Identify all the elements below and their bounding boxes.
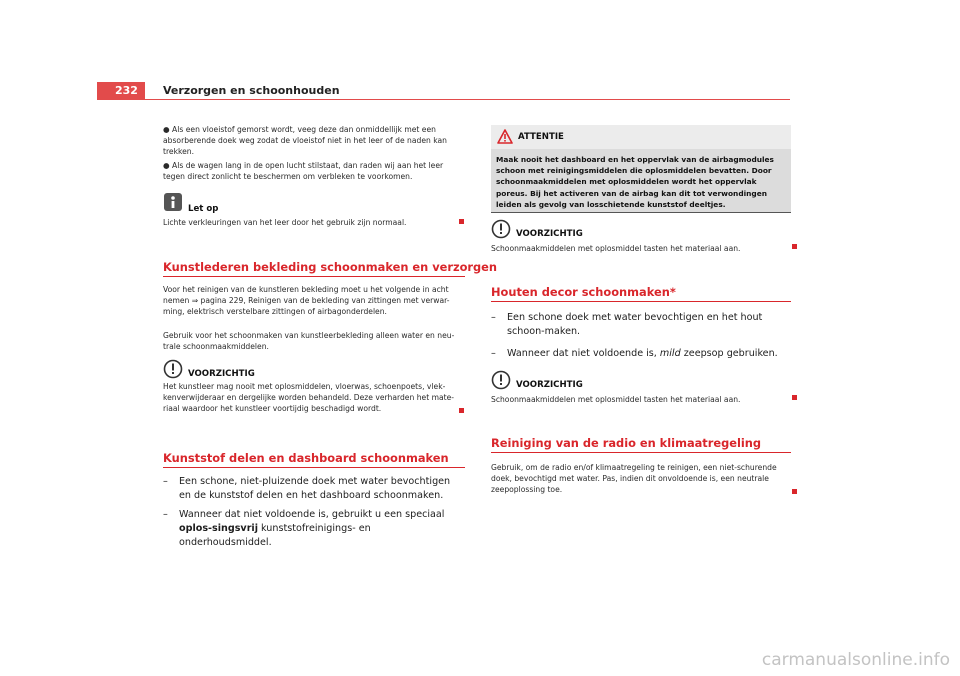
caution-icon — [163, 359, 183, 379]
section-heading: Kunstlederen bekleding schoonmaken en verzorgen — [163, 260, 498, 274]
dash-icon: – — [491, 312, 496, 323]
section-end-marker — [792, 395, 797, 400]
section-end-marker — [459, 219, 464, 224]
note-label: Let op — [188, 204, 219, 214]
dash-icon: – — [163, 509, 168, 520]
section-heading-rule — [491, 301, 791, 302]
list-item: – Een schone, niet-pluizende doek met water bevochtigen en de kunststof delen en het dashboard schoonmaken. — [163, 476, 451, 501]
paragraph: Gebruik, om de radio en/of klimaatregeling te reinigen, een niet-schurende doek, bevochtigd met water. Pas, indien dit onvoldoende is, een neutrale zeepoplossing toe. — [491, 463, 777, 495]
warning-icon — [497, 129, 513, 144]
warning-box — [491, 125, 791, 213]
caution-label: VOORZICHTIG — [516, 380, 583, 390]
list-item: – Wanneer dat niet voldoende is, gebruikt u een speciaal oplos-singsvrij kunststofreinigings- en onderhoudsmiddel. — [163, 509, 445, 548]
header-rule — [145, 99, 790, 100]
bullet-icon: ● — [163, 125, 173, 134]
bullet-item: ● Als de wagen lang in de open lucht stilstaat, dan raden wij aan het leer tegen direct zonlicht te beschermen om verbleken te voorkomen. — [163, 161, 444, 182]
warning-title: ATTENTIE — [518, 132, 564, 142]
caution-icon — [491, 370, 511, 390]
note-icon — [163, 192, 183, 212]
section-heading: Kunststof delen en dashboard schoonmaken — [163, 451, 449, 465]
caution-text: Het kunstleer mag nooit met oplosmiddelen, vloerwas, schoenpoets, vlek-kenverwijderaar en dergelijke worden behandeld. Deze verharden het mate-riaal waardoor het kunstleer voortijdig beschadigd wordt. — [163, 382, 455, 414]
list-item: – Wanneer dat niet voldoende is, mild zeepsop gebruiken. — [491, 348, 778, 359]
warning-box-header — [491, 125, 791, 149]
section-end-marker — [792, 244, 797, 249]
paragraph: Voor het reinigen van de kunstleren bekleding moet u het volgende in acht nemen ⇒ pagina 229, Reinigen van de bekleding van zittingen met verwar-ming, elektrisch verstelbare zittingen of airbagonderdelen. — [163, 285, 450, 317]
page-header-title: Verzorgen en schoonhouden — [163, 84, 340, 97]
caution-label: VOORZICHTIG — [516, 229, 583, 239]
section-heading-rule — [491, 452, 791, 453]
page-number: 232 — [97, 82, 145, 100]
note-text: Lichte verkleuringen van het leer door het gebruik zijn normaal. — [163, 218, 407, 227]
warning-text: Maak nooit het dashboard en het oppervlak van de airbagmodules schoon met reinigingsmiddelen die oplosmiddelen bevatten. Door schoonmaakmiddelen met oplosmiddelen wordt het oppervlak poreus. Bij het activeren van de airbag kan dit tot verwondingen leiden als gevolg van losschietende kunststof deeltjes. — [496, 155, 774, 209]
watermark: carmanualsonline.info — [761, 650, 950, 670]
section-heading-rule — [163, 467, 465, 468]
section-end-marker — [459, 408, 464, 413]
dash-icon: – — [491, 348, 496, 359]
section-end-marker — [792, 489, 797, 494]
caution-label: VOORZICHTIG — [188, 369, 255, 379]
paragraph: Gebruik voor het schoonmaken van kunstleerbekleding alleen water en neu-trale schoonmaakmiddelen. — [163, 331, 455, 352]
caution-text: Schoonmaakmiddelen met oplosmiddel tasten het materiaal aan. — [491, 244, 741, 253]
list-item: – Een schone doek met water bevochtigen en het hout schoon-maken. — [491, 312, 763, 337]
dash-icon: – — [163, 476, 168, 487]
bullet-item: ● Als een vloeistof gemorst wordt, veeg deze dan onmiddellijk met een absorberende doek weg zodat de vloeistof niet in het leer of de naden kan trekken. — [163, 125, 447, 157]
bullet-icon: ● — [163, 161, 173, 170]
section-heading: Houten decor schoonmaken* — [491, 285, 676, 299]
section-heading-rule — [163, 276, 465, 277]
caution-text: Schoonmaakmiddelen met oplosmiddel tasten het materiaal aan. — [491, 395, 741, 404]
section-heading: Reiniging van de radio en klimaatregeling — [491, 436, 762, 450]
caution-icon — [491, 219, 511, 239]
